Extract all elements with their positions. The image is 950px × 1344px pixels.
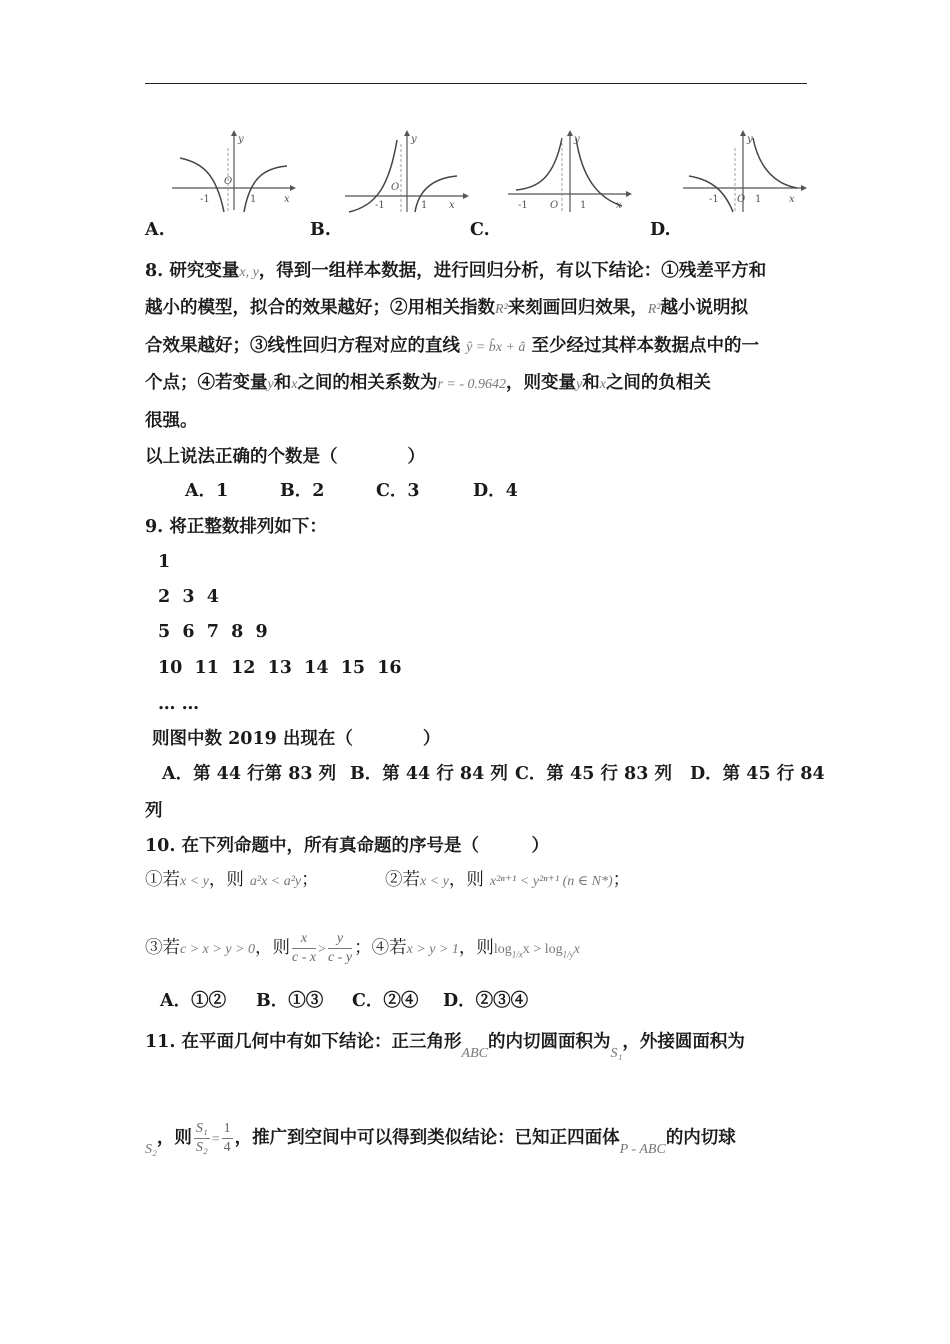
q10-title: 10. 在下列命题中，所有真命题的序号是（ ） [145,836,550,856]
q9-row-4: 10 11 12 13 14 15 16 [158,658,402,678]
svg-text:y: y [747,134,753,145]
q9-row-2: 2 3 4 [158,587,219,607]
graph-a [172,128,297,213]
svg-text:x: x [284,194,290,205]
q9-row-1: 1 [158,552,171,572]
q8-line-2: 越小的模型，拟合的效果越好；②用相关指数R²来刻画回归效果，R²越小说明拟 [145,298,748,318]
graph-c [508,128,633,213]
q8-line-5: 很强。 [145,411,198,431]
q10-proposition-1: ①若x < y，则 a²x < a²y； [145,870,319,890]
graph-d [683,128,808,213]
q9-option-c: C．第 45 行 83 列 [515,764,673,784]
q9-question: 则图中数 2019 出现在（ ） [152,729,441,749]
graph-option-a: A. [145,220,165,240]
graph-option-c: C. [470,220,490,240]
regression-equation: ŷ = b̂x + â [466,340,526,355]
q10-option-b: B．①③ [256,991,324,1011]
svg-text:y: y [411,134,417,145]
q8-option-c: C．3 [376,481,420,501]
q10-option-d: D．②③④ [443,991,529,1011]
q11-line-2: $_{S_2}$，则 $\frac{\text{S₁}}{\text{S₂}}$ = $\frac{1}{4}$ ，推广到空间中可以得到类似结论：已知正四面体$_{P - ABC}$的内切球 [145,1121,736,1157]
q8-line-3: 合效果越好；③线性回归方程对应的直线 ŷ = b̂x + â 至少经过其样本数据点中的一 [145,336,760,356]
header-rule [145,83,807,84]
q8-option-b: B．2 [280,481,325,501]
q9-option-d-wrap: 列 [145,801,163,821]
svg-text:y: y [238,134,244,145]
svg-text:O: O [737,194,746,205]
svg-text:1: 1 [250,194,257,205]
svg-text:y: y [574,134,580,145]
svg-text:1: 1 [421,200,428,211]
q10-option-c: C．②④ [352,991,419,1011]
svg-text:-1: -1 [518,200,528,211]
svg-text:O: O [391,182,400,193]
q8-question: 以上说法正确的个数是（ ） [145,447,425,467]
svg-text:x: x [616,200,622,211]
q8-option-a: A．1 [185,481,229,501]
q10-proposition-3: ③若c > x > y > 0，则 $\frac{x}{c - x}$ > $\frac{y}{c - y}$ ；④若x > y > 1，则$\log_{1/x}x > \log_{1/y}x$ [145,931,580,965]
svg-text:O: O [550,200,559,211]
svg-text:x: x [449,200,455,211]
svg-text:-1: -1 [200,194,210,205]
q9-option-d: D．第 45 行 84 [690,764,825,784]
graph-b [345,128,470,213]
q8-line-4: 个点；④若变量y和x之间的相关系数为r = - 0.9642，则变量y和x之间的负相关 [145,373,711,393]
svg-text:x: x [789,194,795,205]
q10-option-a: A．①② [160,991,227,1011]
q9-row-5: … … [158,694,200,714]
graph-option-d: D. [650,220,671,240]
q9-option-a: A．第 44 行第 83 列 [162,764,337,784]
q9-option-b: B．第 44 行 84 列 [350,764,508,784]
correlation-value: r = - 0.9642 [437,377,506,392]
svg-text:1: 1 [580,200,587,211]
q9-row-3: 5 6 7 8 9 [158,622,268,642]
svg-text:O: O [224,176,233,187]
q8-line-1: 8. 研究变量x, y，得到一组样本数据，进行回归分析，有以下结论：①残差平方和 [145,261,767,281]
q10-proposition-2: ②若x < y，则 x²ⁿ⁺¹ < y²ⁿ⁺¹ (n ∈ N*)； [385,870,631,890]
q8-option-d: D．4 [473,481,518,501]
q11-line-1: 11. 在平面几何中有如下结论：正三角形$_{ABC}$的内切圆面积为$_{S_1}$，外接圆面积为 [145,1032,745,1061]
q9-title: 9. 将正整数排列如下： [145,517,327,537]
svg-text:-1: -1 [375,200,385,211]
graph-option-b: B. [310,220,331,240]
svg-text:-1: -1 [709,194,719,205]
svg-text:1: 1 [755,194,762,205]
